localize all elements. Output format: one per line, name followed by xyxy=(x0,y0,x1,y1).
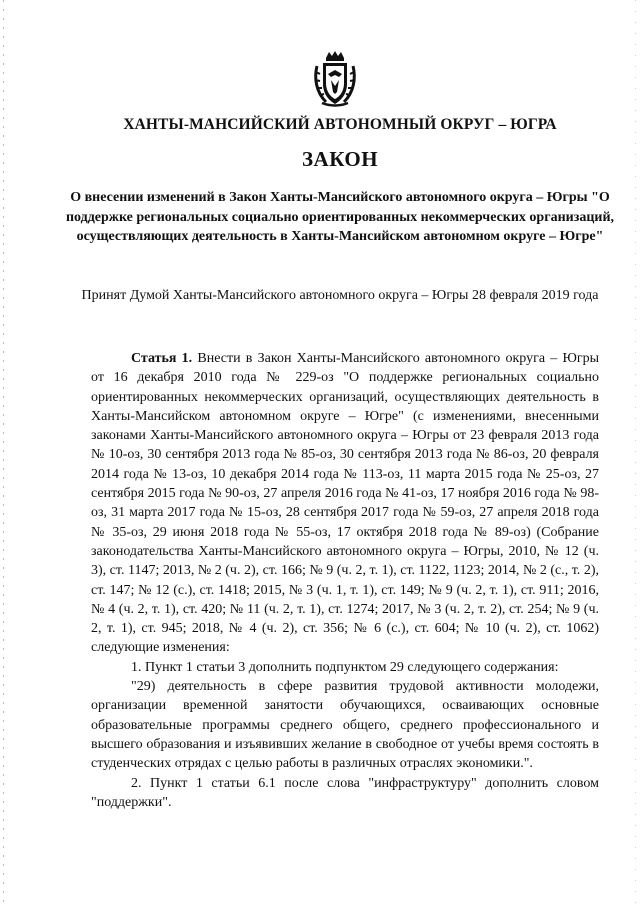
document-type: ЗАКОН xyxy=(301,147,379,171)
law-body xyxy=(91,349,599,812)
scan-edge-right xyxy=(635,0,636,905)
coat-of-arms-icon xyxy=(312,50,358,108)
article-1-item-1: 1. Пункт 1 статьи 3 дополнить подпунктом 29 следующего содержания: xyxy=(131,659,559,675)
article-1-item-2: 2. Пункт 1 статьи 6.1 после слова "инфраструктуру" дополнить словом "поддержки". xyxy=(91,775,599,810)
article-1-text: Внести в Закон Ханты-Мансийского автономного округа – Югры от 16 декабря 2010 года № 229-оз "О поддержке региональных социально ориентированных некоммерческих организаций, осуществляющих деятельность в Ханты-Мансийском автономном округе – Югре" (с изменениями, внесенными законами Ханты-Мансийского автономного округа – Югры от 23 февраля 2013 года № 10-оз, 30 сентября 2013 года № 85-оз, 30 сентября 2013 года № 86-оз, 20 февраля 2014 года № 13-оз, 10 декабря 2014 года № 113-оз, 11 марта 2015 года № 25-оз, 27 сентября 2015 года № 90-оз, 27 апреля 2016 года № 41-оз, 17 ноября 2016 года № 98-оз, 31 марта 2017 года № 15-оз, 28 сентября 2017 года № 59-оз, 27 апреля 2018 года № 35-оз, 29 июня 2018 года № 55-оз, 17 октября 2018 года № 89-оз) (Собрание законодательства Ханты-Мансийского автономного округа – Югры, 2010, № 12 (ч. 3), ст. 1147; 2013, № 2 (ч. 2), ст. 166; № 9 (ч. 2, т. 1), ст. 1122, 1123; 2014, № 2 (с., т. 2), ст. 147; № 12 (с.), ст. 1418; 2015, № 3 (ч. 1, т. 1), ст. 149; № 9 (ч. 2, т. 1), ст. 911; 2016, № 4 (ч. 2, т. 1), ст. 420; № 11 (ч. 2, т. 1), ст. 1274; 2017, № 3 (ч. 2, т. 2), ст. 254; № 9 (ч. 2, т. 1), ст. 945; 2018, № 4 (ч. 2), ст. 356; № 6 (с.), ст. 604; № 10 (ч. 2), ст. 1062) следующие изменения: xyxy=(91,351,600,656)
scan-edge-left xyxy=(3,0,4,905)
article-1 xyxy=(91,349,599,658)
article-1-label: Статья 1. xyxy=(131,351,193,366)
adoption-note: Принят Думой Ханты-Мансийского автономного округа – Югры 28 февраля 2019 года xyxy=(81,288,599,303)
region-title: ХАНТЫ-МАНСИЙСКИЙ АВТОНОМНЫЙ ОКРУГ – ЮГРА xyxy=(123,116,557,133)
law-subject: О внесении изменений в Закон Ханты-Мансийского автономного округа – Югры "О поддержке региональных социально ориентированных некоммерческих организаций, осуществляющих деятельность в Ханты-Мансийском автономном округе – Югре" xyxy=(65,190,615,244)
article-1-item-1-quote: "29) деятельность в сфере развития трудовой активности молодежи, организации временной занятости обучающихся, осваивающих основные образовательные программы среднего общего, среднего профессионального и высшего образования и изъявивших желание в свободное от учебы время состоять в студенческих отрядах с целью работы в различных отраслях экономики.". xyxy=(91,679,599,772)
